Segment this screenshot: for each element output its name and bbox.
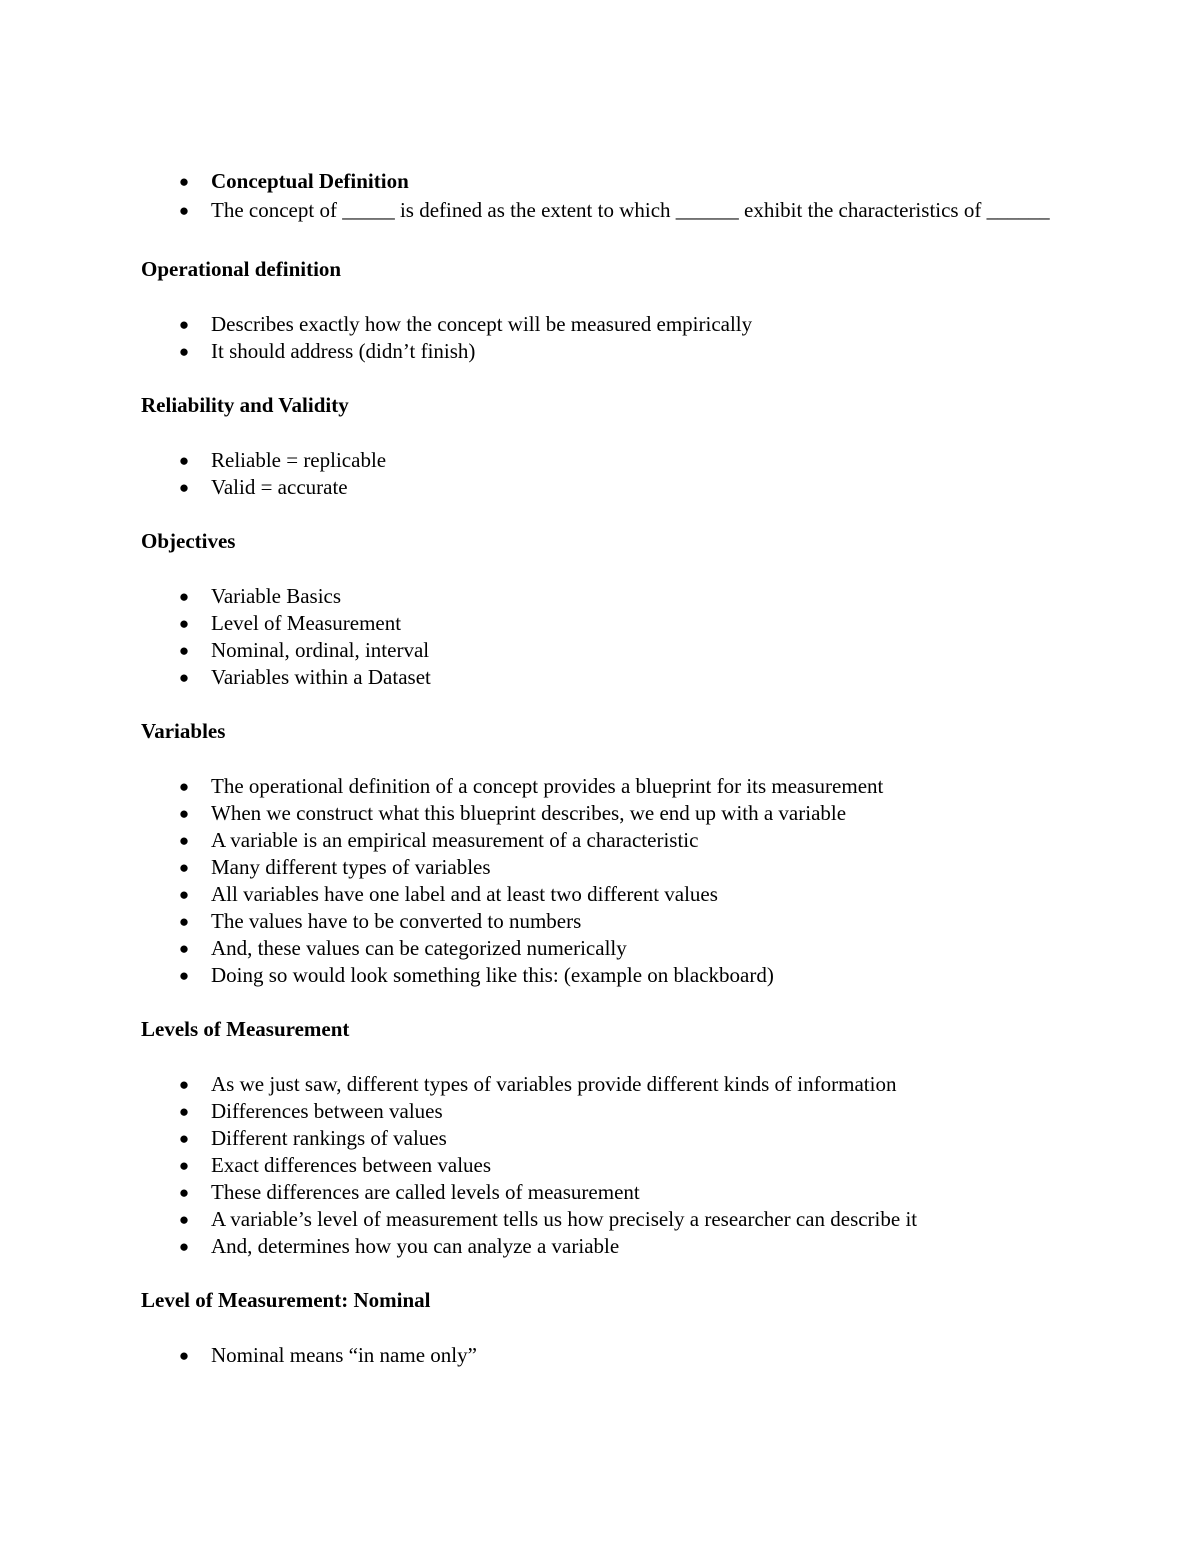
list-item: [141, 1342, 1061, 1369]
bullet-icon: ●: [178, 858, 190, 877]
list-item-text: Differences between values: [211, 1099, 443, 1123]
bullet-icon: ●: [178, 1129, 190, 1148]
list-item-text: Variable Basics: [211, 584, 342, 608]
list-item-text: A variable is an empirical measurement of a characteristic: [211, 828, 699, 852]
list-item-text: Doing so would look something like this: (example on blackboard): [211, 963, 774, 987]
conceptual-definition-label: Conceptual Definition: [211, 169, 409, 193]
section-heading: Levels of Measurement: [141, 1017, 350, 1041]
list-item: [141, 664, 1061, 691]
list-item-text: A variable’s level of measurement tells us how precisely a researcher can describe it: [211, 1207, 918, 1231]
section-list: [141, 447, 1061, 501]
list-item-text: The values have to be converted to numbers: [211, 909, 582, 933]
list-item: [141, 583, 1061, 610]
bullet-icon: ●: [178, 804, 190, 823]
list-item: [141, 1152, 1061, 1179]
list-item: [141, 827, 1061, 854]
list-item: [141, 1206, 1061, 1233]
bullet-icon: ●: [178, 1237, 190, 1256]
conceptual-definition-text: The concept of _____ is defined as the extent to which ______ exhibit the characteristics of ______: [211, 198, 1050, 222]
section-heading: Operational definition: [141, 257, 342, 281]
list-item-text: Describes exactly how the concept will be measured empirically: [211, 312, 753, 336]
bullet-icon: ●: [178, 478, 190, 497]
list-item-text: Nominal, ordinal, interval: [211, 638, 430, 662]
bullet-icon: ●: [178, 1075, 190, 1094]
list-item-text: When we construct what this blueprint describes, we end up with a variable: [211, 801, 847, 825]
list-item-text: Exact differences between values: [211, 1153, 492, 1177]
list-item: [141, 338, 1061, 365]
list-item-text: As we just saw, different types of variables provide different kinds of information: [211, 1072, 897, 1096]
list-item: [141, 637, 1061, 664]
list-item: [141, 311, 1061, 338]
bullet-icon: ●: [178, 885, 190, 904]
section-list: [141, 311, 1061, 365]
bullet-icon: ●: [178, 342, 190, 361]
list-item: [141, 168, 1061, 195]
list-item: [141, 1098, 1061, 1125]
list-item-text: And, determines how you can analyze a variable: [211, 1234, 620, 1258]
list-item: [141, 195, 1061, 226]
list-item-text: Many different types of variables: [211, 855, 491, 879]
list-item: [141, 854, 1061, 881]
bullet-icon: ●: [178, 1183, 190, 1202]
bullet-icon: ●: [178, 939, 190, 958]
intro-list: [141, 168, 1061, 226]
bullet-icon: ●: [178, 1156, 190, 1175]
section-heading: Objectives: [141, 529, 236, 553]
bullet-icon: ●: [178, 451, 190, 470]
list-item-text: These differences are called levels of measurement: [211, 1180, 640, 1204]
list-item: [141, 1233, 1061, 1260]
list-item: [141, 773, 1061, 800]
bullet-icon: ●: [178, 587, 190, 606]
list-item-text: Variables within a Dataset: [211, 665, 431, 689]
list-item-text: Nominal means “in name only”: [211, 1343, 477, 1367]
list-item-text: And, these values can be categorized numerically: [211, 936, 627, 960]
section-list: [141, 1071, 1061, 1260]
list-item-text: The operational definition of a concept provides a blueprint for its measurement: [211, 774, 884, 798]
bullet-icon: ●: [178, 172, 190, 191]
section-list: [141, 773, 1061, 989]
list-item: [141, 908, 1061, 935]
bullet-icon: ●: [178, 668, 190, 687]
bullet-icon: ●: [178, 777, 190, 796]
section-list: [141, 1342, 1061, 1369]
list-item: [141, 881, 1061, 908]
section-list: [141, 583, 1061, 691]
list-item: [141, 474, 1061, 501]
list-item: [141, 935, 1061, 962]
bullet-icon: ●: [178, 831, 190, 850]
list-item-text: All variables have one label and at least two different values: [211, 882, 718, 906]
bullet-icon: ●: [178, 1102, 190, 1121]
bullet-icon: ●: [178, 315, 190, 334]
section-heading: Level of Measurement: Nominal: [141, 1288, 431, 1312]
list-item: [141, 610, 1061, 637]
list-item: [141, 962, 1061, 989]
list-item-text: Valid = accurate: [211, 475, 348, 499]
bullet-icon: ●: [178, 1210, 190, 1229]
section-heading: Reliability and Validity: [141, 393, 349, 417]
list-item: [141, 800, 1061, 827]
bullet-icon: ●: [178, 1346, 190, 1365]
list-item-text: Level of Measurement: [211, 611, 402, 635]
list-item-text: Reliable = replicable: [211, 448, 387, 472]
bullet-icon: ●: [178, 201, 190, 220]
list-item-text: Different rankings of values: [211, 1126, 447, 1150]
list-item: [141, 1179, 1061, 1206]
list-item-text: It should address (didn’t finish): [211, 339, 476, 363]
bullet-icon: ●: [178, 912, 190, 931]
section-heading: Variables: [141, 719, 226, 743]
bullet-icon: ●: [178, 966, 190, 985]
bullet-icon: ●: [178, 641, 190, 660]
bullet-icon: ●: [178, 614, 190, 633]
list-item: [141, 447, 1061, 474]
list-item: [141, 1125, 1061, 1152]
list-item: [141, 1071, 1061, 1098]
document-body: [141, 168, 1061, 1369]
